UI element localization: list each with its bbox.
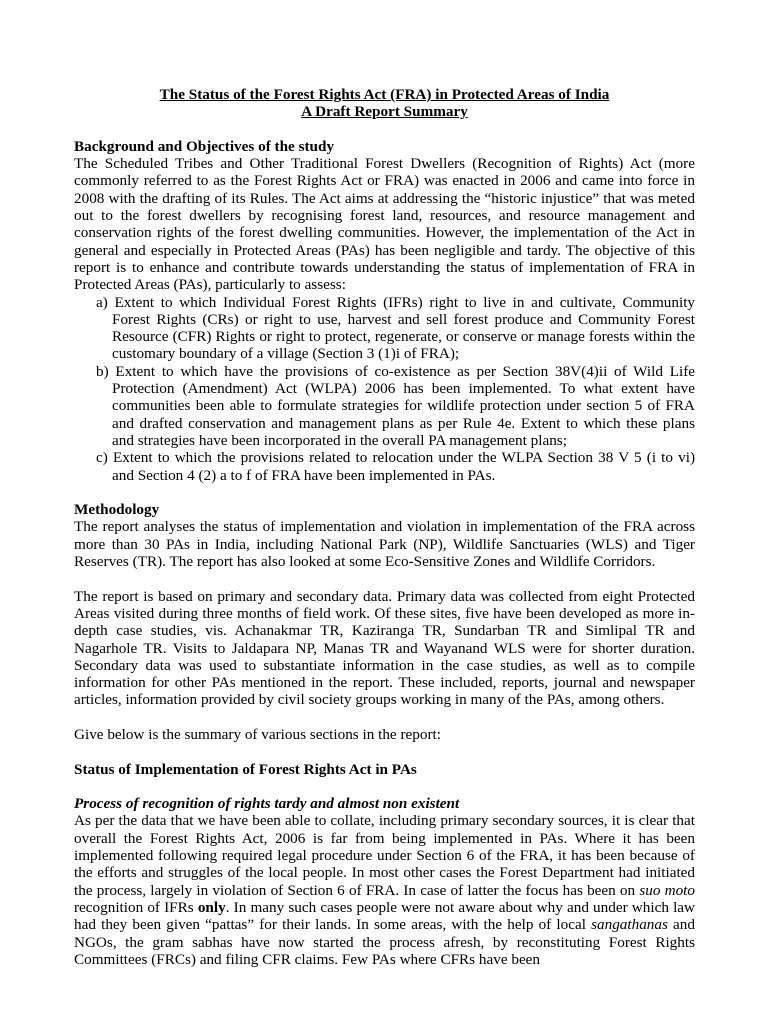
objective-item-a <box>74 294 695 363</box>
status-text-4: and NGOs, the gram sabhas have now started the process afresh, by reconstituting Forest Rights Committees (FRCs) and filing CFR claims. Few PAs where CFRs have been <box>74 916 695 968</box>
status-text-2: recognition of IFRs <box>74 898 198 916</box>
objective-item-c <box>74 449 695 484</box>
spacer <box>74 743 695 760</box>
background-paragraph: The Scheduled Tribes and Other Traditional Forest Dwellers (Recognition of Rights) Act (more commonly referred to as the Forest Rights Act or FRA) was enacted in 2006 and came into force in 2008 with the drafting of its Rules. The Act aims at addressing the “historic injustice” that was meted out to the forest dwellers by recognising forest land, resources, and resource management and conservation rights of the forest dwelling communities. However, the implementation of the Act in general and especially in Protected Areas (PAs) has been negligible and tardy. The objective of this report is to enhance and contribute towards understanding the status of implementation of FRA in Protected Areas (PAs), particularly to assess: <box>74 155 695 294</box>
background-heading: Background and Objectives of the study <box>74 137 335 155</box>
methodology-paragraph-2: The report is based on primary and secondary data. Primary data was collected from eight Protected Areas visited during three months of field work. Of these sites, five have been developed as more in-depth case studies, vis. Achanakmar TR, Kaziranga TR, Sundarban TR and Simlipal TR and Nagarhole TR. Visits to Jaldapara NP, Manas TR and Wayanand WLS were for shorter duration. Secondary data was used to substantiate information in the case studies, as well as to compile information for other PAs mentioned in the report. These included, reports, journal and newspaper articles, information provided by civil society groups working in many of the PAs, among others. <box>74 587 695 709</box>
report-title: The Status of the Forest Rights Act (FRA) in Protected Areas of India <box>159 86 610 103</box>
objectives-list <box>74 294 695 484</box>
spacer <box>74 778 695 795</box>
spacer <box>74 484 695 501</box>
status-italic-suo-moto: suo moto <box>639 881 695 899</box>
status-text-3: . In many such cases people were not aware about why and under which law had they been given “pattas” for their lands. In some areas, with the help of local <box>74 898 695 934</box>
status-heading: Status of Implementation of Forest Rights Act in PAs <box>74 760 417 778</box>
objective-text: Extent to which Individual Forest Rights (IFRs) right to live in and cultivate, Community Forest Rights (CRs) or right to use, harvest and sell forest produce and Community Forest Resource (CFR) Rights or right to protect, regenerate, or conserve or manage forests within the customary boundary of a village (Section 3 (1)i of FRA); <box>112 293 696 363</box>
objective-item-b <box>74 363 695 449</box>
methodology-paragraph-3: Give below is the summary of various sections in the report: <box>74 725 441 743</box>
spacer <box>74 570 695 587</box>
status-paragraph <box>74 812 695 968</box>
objective-marker: b) <box>96 362 109 380</box>
methodology-paragraph-1: The report analyses the status of implementation and violation in implementation of the FRA across more than 30 PAs in India, including National Park (NP), Wildlife Sanctuaries (WLS) and Tiger Reserves (TR). The report has also looked at some Eco-Sensitive Zones and Wildlife Corridors. <box>74 518 695 571</box>
document-body <box>74 86 695 968</box>
spacer <box>74 709 695 726</box>
status-italic-sangathanas: sangathanas <box>591 916 668 934</box>
report-subtitle: A Draft Report Summary <box>301 103 468 121</box>
objective-marker: a) <box>96 293 108 311</box>
status-subheading: Process of recognition of rights tardy and almost non existent <box>74 795 460 813</box>
status-bold-only: only <box>197 898 226 916</box>
spacer <box>74 121 695 138</box>
status-text-1: As per the data that we have been able to collate, including primary secondary sources, it is clear that overall the Forest Rights Act, 2006 is far from being implemented in PAs. Where it has been implemented following required legal procedure under Section 6 of the FRA, it has been because of the efforts and struggles of the local people. In most other cases the Forest Department had initiated the process, largely in violation of Section 6 of FRA. In case of latter the focus has been on <box>74 812 695 899</box>
objective-text: Extent to which the provisions related to relocation under the WLPA Section 38 V 5 (i to vi) and Section 4 (2) a to f of FRA have been implemented in PAs. <box>112 449 696 484</box>
methodology-heading: Methodology <box>74 501 160 519</box>
objective-marker: c) <box>96 449 108 467</box>
objective-text: Extent to which have the provisions of co-existence as per Section 38V(4)ii of Wild Life Protection (Amendment) Act (WLPA) 2006 has been implemented. To what extent have communities been able to formulate strategies for wildlife protection under section 5 of FRA and drafted conservation and management plans as per Rule 4e. Extent to which these plans and strategies have been incorporated in the overall PA management plans; <box>112 362 695 449</box>
